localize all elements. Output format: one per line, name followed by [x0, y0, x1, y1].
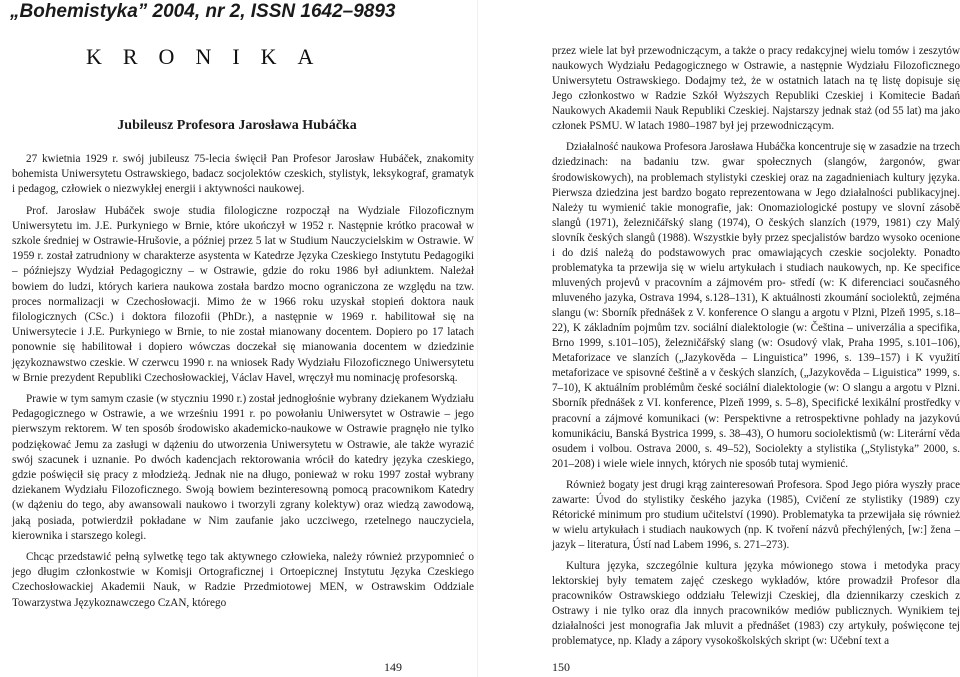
article-title: Jubileusz Profesora Jarosława Hubáčka: [117, 118, 357, 133]
paragraph: Kultura języka, szczególnie kultura języka mówionego stowa i metodyka pracy lektorskiej były tematem zajęć czeskego wykładów, które prowadził Profesor dla pracowników Ostrawskiego oddziału Telewizji Czeskiej, dla dziennikarzy czeskich z Ostrawy i nie tylko oraz dla innych pracowników mediów publicznych. Wynikiem tej działalności jest monografia Jak mluvit a přednášet (1983) czy artykuły, poświęcone tej problematyce, np. Klady a zápory vysokoškolských skript (w: Učební text a: [552, 560, 960, 648]
paragraph: Działalność naukowa Profesora Jarosława Hubáčka koncentruje się w zasadzie na trzech dziedzinach: na badaniu tzw. gwar społecznych (slangów, żargonów, gwar środowiskowych), na problemach stylistyki czeskiej oraz na zagadnieniach kultury języka. Pierwsza dziedzina jest bardzo bogato reprezentowana w Jego działalności publikacyjnej. Należy tu wymienić takie monografie, jak: Onomaziologické postupy ve slovní zásobě slangů (1971), železničářský slang (1974), O českých slanzích (1979, 1981) czy Malý slovník českých slangů (1988). Wszystkie były przez specjalistów bardzo wysoko ocenione i do dziś należą do podstawowych prac omawiających czeskie socjolekty. Ponadto problematyka ta przewija się w wielu artykułach i studiach naukowych, np. Ke specifice mluvených projevů v pracovním a zájmovém pro- středí (w: K diferenciaci současného mluveného jazyka, Ostrava 1994, s.128–131), K aktuálnosti zkoumání sociolektů, zejména slangu (w: Sborník přednášek z V. konference O slangu a argotu v Plzni, Plzeň 1995, s.18–22), K základním pojmům tzv. sociální dialektologie (w: Čeština – univerzália a specifika, Brno 1999, s.101–105), železničářský slang (w: Osudový vlak, Praha 1995, s.101–106), Metaforizace ve slanzích („Jazykověda – Linguistica” 1996, s. 139–157) i K využití metaforizace ve spisovné češtině a v českých slanzích, („Jazykověda – Liguistica” 1999, s. 7–10), K aktuálním problémům české sociální dialektologie (w: O slangu a argotu v Plzni. Sborník přednášek z VI. konference, Plzeň 1999, s. 5–8), Specifické lexikální prostředky v pracovní a zájmové komunikaci (w: Perspektivne a retrospektivne pohlady na jazykovú komunikáciu, Banská Bystrica 1999, s. 38–43), O humoru sociolektismů (w: Literární věda osudem i volbou. Ostrava 2000, s. 49–52), Sociolekty a stylistika („Stylistyka” 2000, s. 201–208) i wiele wiele innych, których nie sposób tutaj wymienić.: [552, 141, 960, 470]
page-number-right: 150: [552, 660, 570, 674]
journal-header: „Bohemistyka” 2004, nr 2, ISSN 1642–9893: [10, 1, 396, 22]
left-column: [12, 152, 474, 611]
page-number-left: 149: [384, 660, 402, 674]
paragraph: Również bogaty jest drugi krąg zainteresowań Profesora. Spod Jego pióra wyszły prace zawarte: Úvod do stylistiky českého jazyka (1985), Cvičení ze stylistiky (1989) czy Rétorické minimum pro studium učitelství (1990). Problematyka ta przewijała się również w wielu artykułach i studiach naukowych (np. K tvoření názvů přechýlených, [w:] žena – jazyk – literatura, Ústí nad Labem 1996, s. 271–273).: [552, 478, 960, 551]
page-gutter: [477, 0, 478, 677]
paragraph: przez wiele lat był przewodniczącym, a także o pracy redakcyjnej wielu tomów i zeszytów naukowych Wydziału Pedagogicznego w Ostrawie, a następnie Wydziału Filozoficznego Uniwersytetu Ostrawskiego. Dodajmy też, że w ostatnich latach na tę listę dopisuje się Jego członkostwo w Radzie Szkół Wyższych Republiki Czeskiej i Komitecie Badań Naukowych Akademii Nauk Republiki Czeskiej. Najstarszy jednak staż (od 55 lat) ma jako członek PSMU. W latach 1980–1987 był jej przewodniczącym.: [552, 45, 960, 133]
paragraph: 27 kwietnia 1929 r. swój jubileusz 75-lecia święcił Pan Profesor Jarosław Hubáček, znakomity bohemista Uniwersytetu Ostrawskiego, badacz socjolektów czeskich, stylistyk, leksykograf, gramatyk i pedagog, człowiek o niezwykłej energii i aktywności naukowej.: [12, 153, 474, 196]
paragraph: Chcąc przedstawić pełną sylwetkę tego tak aktywnego człowieka, należy również przypomnieć o jego długim członkostwie w Komisji Ortograficznej i Ortoepicznej Instytutu Języka Czeskiego Czechosłowackiej Akademii Nauk, w Radzie Przedmiotowej MEN, w Ostrawskim Oddziale Towarzystwa Językoznawczego CzAN, którego: [12, 551, 474, 609]
paragraph: Prawie w tym samym czasie (w styczniu 1990 r.) został jednogłośnie wybrany dziekanem Wydziału Pedagogicznego w Ostrawie, a we wrześniu 1991 r. po powołaniu Uniwersytet w Ostrawie – jego pierwszym rektorem. W ten sposób środowisko akademicko-naukowe w Ostrawie pragnęło nie tylko podziękować Jemu za zasługi w dążeniu do utworzenia Uniwersytetu w Ostrawie, ale także wyrazić swój szacunek i uznanie. Po dwóch kadencjach rektorowania wrócił do katedry języka czeskiego, gdzie poświęcił się pracy z młodzieżą. Jednak nie na długo, ponieważ w roku 1997 został wybrany dziekanem Wydziału Filozoficznego. Swoją bowiem bezinteresowną pomocą pracownikom Katedry (w dążeniu do tego, aby awansowali naukowo i tworzyli zgrany kolektyw) oraz wiedzą zawodową, jaką posiada, potwierdził pokładane w Nim zaufanie jako uczciwego, rzetelnego nauczyciela, kierownika i starszego kolegi.: [12, 393, 474, 542]
paragraph: Prof. Jarosław Hubáček swoje studia filologiczne rozpoczął na Wydziale Filozoficznym Uniwersytetu im. J.E. Purkyniego w Brnie, które ukończył w 1952 r. Następnie krótko pracował w szkole średniej w Ostrawie-Hrušovie, a później przez 5 lat w Studium Nauczycielskim w Ostrawie. W 1959 r. został zatrudniony w charakterze asystenta w Katedrze Języka Czeskiego Instytutu Pedagogiki – późniejszy Wydział Pedagogiczny – w Ostrawie, gdzie do roku 1986 był adiunktem. Należał bowiem do ludzi, których kariera naukowa została bardzo mocno ograniczona ze względu na tzw. proces normalizacji w Czechosłowacji. Mimo że w 1966 roku uzyskał stopień doktora nauk filologicznych (CSc.) i doktora filozofii (PhDr.), a następnie w 1969 r. habilitował się na Uniwersytecie i J.E. Purkyniego w Brnie, to nie został mianowany docentem. Dopiero po 17 latach ponownie się habilitował i dopiero wówczas doczekał się mianowania docentem w dziedzinie językoznawstwo czeskie. W czerwcu 1990 r. na wniosek Rady Wydziału Filozoficznego Uniwersytetu w Brnie prezydent Republiki Czechosłowackiej, Václav Havel, wręczył mu nominację profesorską.: [12, 204, 474, 384]
section-title: KRONIKA: [86, 44, 335, 69]
right-column: [552, 44, 960, 649]
